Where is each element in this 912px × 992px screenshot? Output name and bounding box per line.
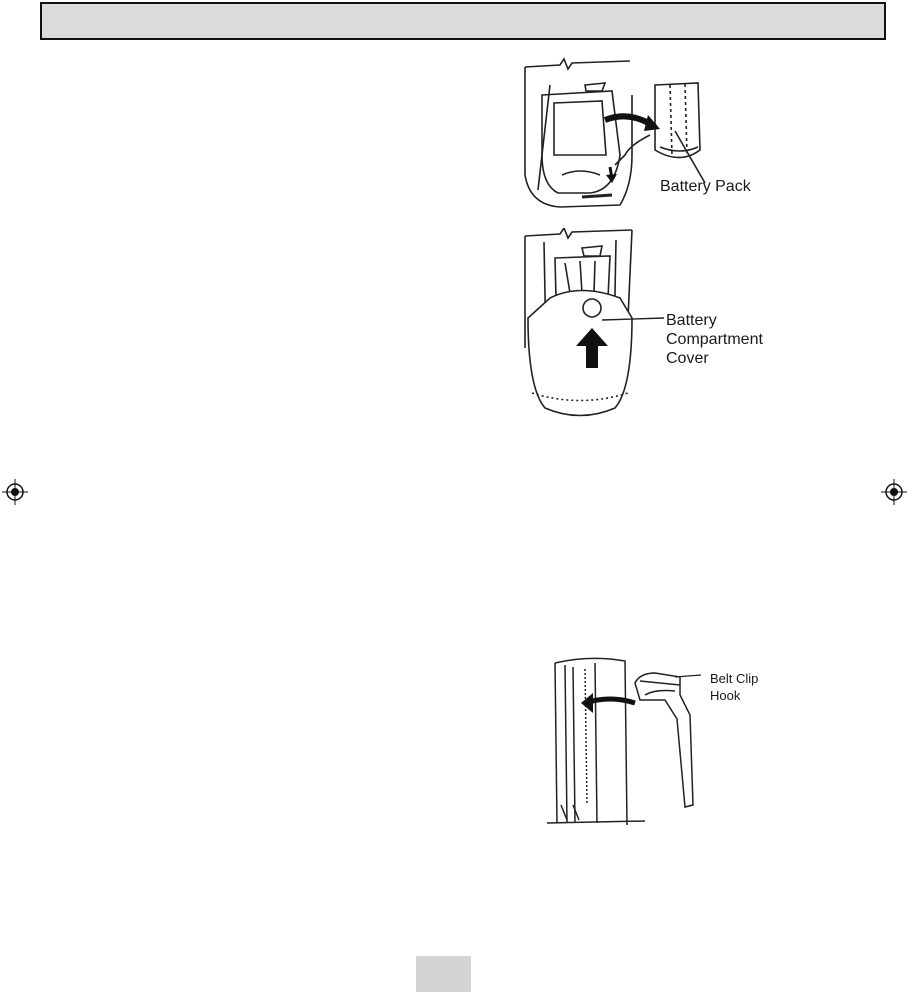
belt-clip-illustration [545, 655, 705, 830]
battery-pack-label: Battery Pack [660, 178, 751, 195]
page-number-tab [416, 956, 471, 992]
registration-mark-right [881, 479, 907, 505]
battery-cover-label-line-2: Compartment [666, 331, 763, 348]
battery-cover-leader-line [600, 310, 670, 330]
battery-cover-label-line-1: Battery [666, 312, 717, 329]
battery-cover-label-line-3: Cover [666, 350, 709, 367]
belt-clip-label-line-1: Belt Clip [710, 671, 759, 686]
section-header-bar [40, 2, 886, 40]
registration-mark-left [2, 479, 28, 505]
belt-clip-label-line-2: Hook [710, 688, 741, 703]
